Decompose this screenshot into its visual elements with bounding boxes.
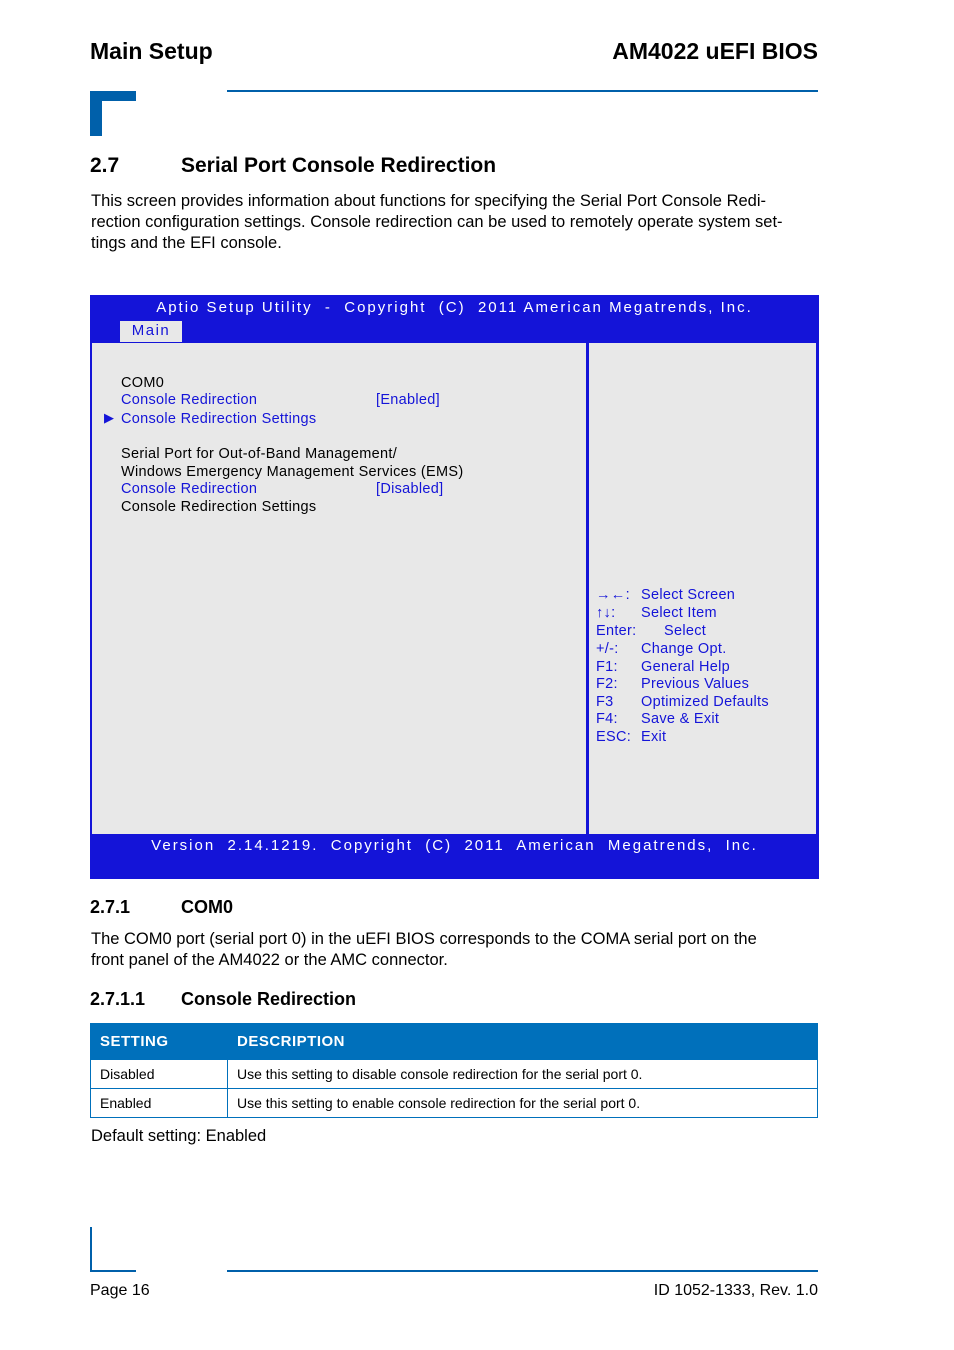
header-left: Main Setup [90,38,213,64]
table-cell: Disabled [91,1060,228,1089]
help-action: Save & Exit [641,711,720,727]
help-action: Optimized Defaults [641,694,769,710]
page-number: Page 16 [90,1282,150,1299]
help-action: Exit [641,729,667,745]
table-cell: Enabled [91,1089,228,1118]
submenu-arrow-icon: ▶ [104,410,115,425]
default-setting: Default setting: Enabled [91,1127,267,1145]
help-key: ↑↓: [596,605,616,621]
help-key: F3 [596,694,614,710]
table-header-row [91,1024,818,1060]
section-number: 2.7 [90,154,120,177]
help-key: +/-: [596,641,619,657]
help-action: Change Opt. [641,641,727,657]
help-action: Select [664,623,707,639]
ems-label-line2: Windows Emergency Management Services (EMS) [121,464,464,480]
subsection-text: The COM0 port (serial port 0) in the uEFI BIOS corresponds to the COMA serial port on the front panel of the AM4022 or the AMC connector. [91,930,757,969]
footer-corner-side [90,1227,92,1272]
table-header: SETTING [91,1024,228,1060]
subsubsection-number: 2.7.1.1 [90,989,146,1009]
help-action: Select Screen [641,587,736,603]
help-action: Select Item [641,605,717,621]
help-key: ESC: [596,729,632,745]
bios-title-bar: Aptio Setup Utility - Copyright (C) 2011 American Megatrends, Inc. [156,299,753,316]
com0-label: COM0 [121,375,165,391]
footer-corner-bottom [90,1270,136,1272]
console-redirection-ems[interactable]: Console Redirection [121,481,258,497]
tab-main[interactable]: Main [120,321,182,342]
subsection-number: 2.7.1 [90,897,131,917]
ems-label-line1: Serial Port for Out-of-Band Management/ [121,446,398,462]
settings-table [90,1023,818,1118]
help-action: Previous Values [641,676,750,692]
table-row [91,1060,818,1089]
footer-rule [227,1270,818,1272]
table-row [91,1089,818,1118]
bios-footer-bar: Version 2.14.1219. Copyright (C) 2011 American Megatrends, Inc. [151,837,758,854]
help-action: General Help [641,659,731,675]
document-id: ID 1052-1333, Rev. 1.0 [653,1282,818,1299]
section-title: Serial Port Console Redirection [181,154,497,177]
console-redirection-com0[interactable]: Console Redirection [121,392,258,408]
help-key: F2: [596,676,618,692]
subsection-title: COM0 [181,897,234,917]
table-cell: Use this setting to enable console redirection for the serial port 0. [228,1089,818,1118]
subsubsection-title: Console Redirection [181,989,357,1009]
corner-mark-side [90,91,102,136]
header-right: AM4022 uEFI BIOS [612,38,818,64]
console-redirection-settings-com0[interactable]: Console Redirection Settings [121,411,317,427]
help-key: Enter: [596,623,637,639]
console-redirection-ems-value[interactable]: [Disabled] [376,481,444,497]
help-key: F1: [596,659,618,675]
console-redirection-settings-ems: Console Redirection Settings [121,499,317,515]
header-rule [227,90,818,92]
section-intro: This screen provides information about functions for specifying the Serial Port Console Redi- rection configuration settings. Console redirection can be used to remotely operate system set- tings and the EFI console. [91,192,783,252]
help-key: →←: [596,587,630,603]
table-header: DESCRIPTION [228,1024,818,1060]
console-redirection-com0-value[interactable]: [Enabled] [376,392,440,408]
help-key: F4: [596,711,618,727]
table-cell: Use this setting to disable console redirection for the serial port 0. [228,1060,818,1089]
